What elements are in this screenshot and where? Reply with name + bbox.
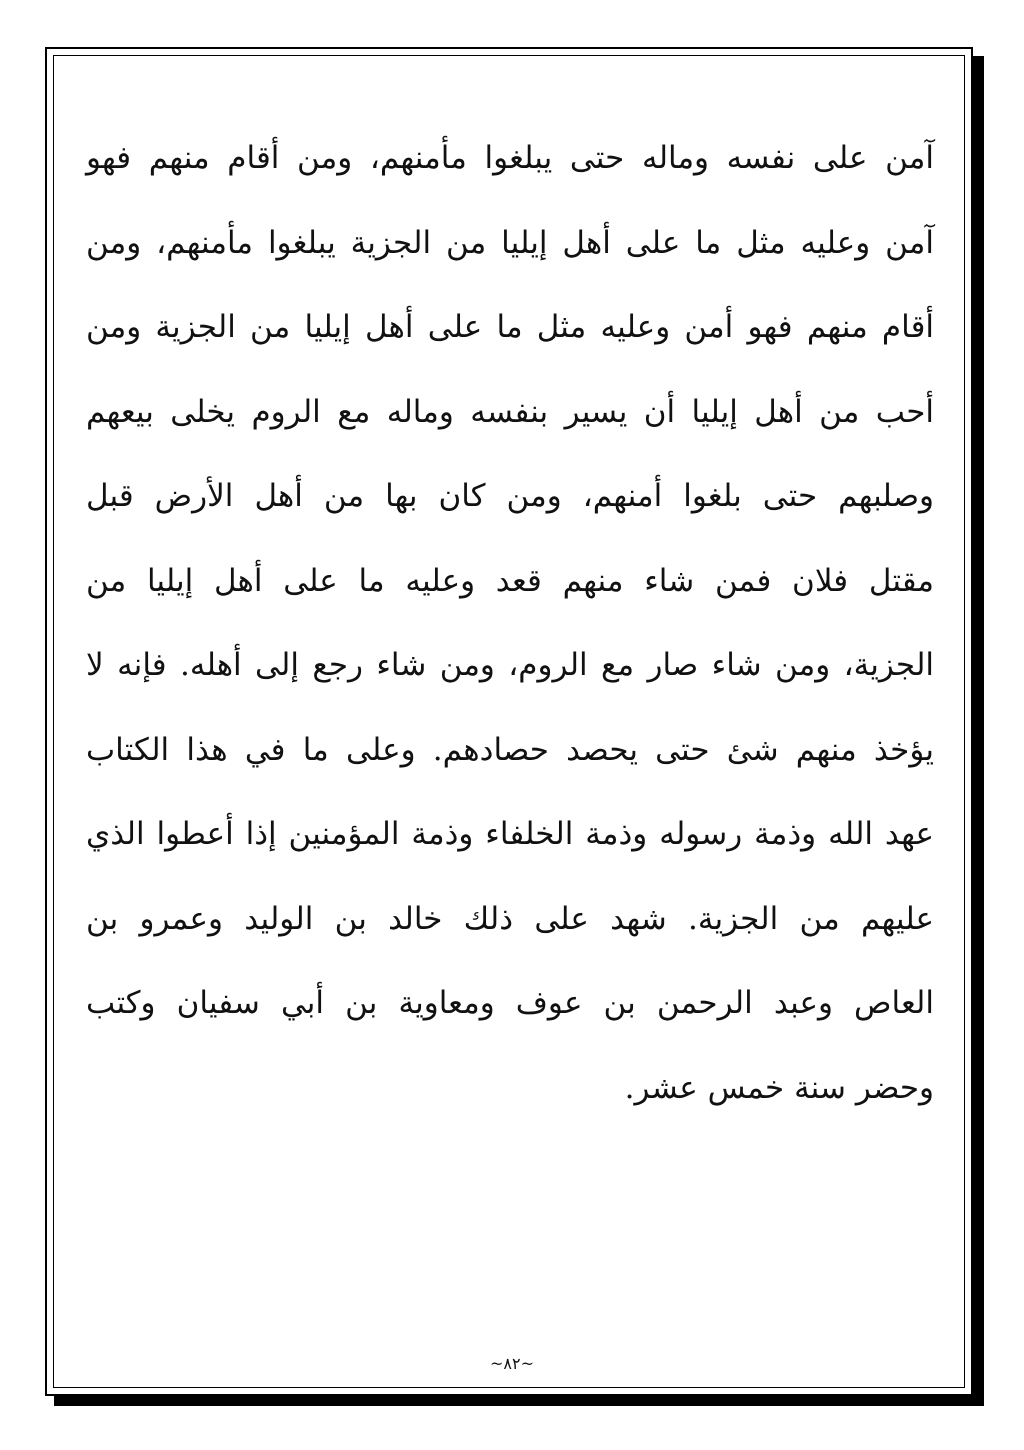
text-line: أقام منهم فهو أمن وعليه مثل ما على أهل إيليا من الجزية ومن xyxy=(86,309,934,345)
text-line: عليهم من الجزية. شهد على ذلك خالد بن الوليد وعمرو بن xyxy=(86,900,934,937)
text-line: آمن على نفسه وماله حتى يبلغوا مأمنهم، ومن أقام منهم فهو xyxy=(86,140,934,176)
text-line: آمن وعليه مثل ما على أهل إيليا من الجزية يبلغوا مأمنهم، ومن xyxy=(86,224,934,261)
text-line: الجزية، ومن شاء صار مع الروم، ومن شاء رجع إلى أهله. فإنه لا xyxy=(86,647,934,683)
text-line: العاص وعبد الرحمن بن عوف ومعاوية بن أبي سفيان وكتب xyxy=(86,985,934,1021)
text-line: وحضر سنة خمس عشر. xyxy=(624,1069,934,1106)
text-line: وصلبهم حتى بلغوا أمنهم، ومن كان بها من أهل الأرض قبل xyxy=(86,478,934,514)
text-line: مقتل فلان فمن شاء منهم قعد وعليه ما على أهل إيليا من xyxy=(86,562,934,599)
body-text xyxy=(86,116,934,1130)
page-number: ~٨٢~ xyxy=(490,1354,534,1373)
text-line: أحب من أهل إيليا أن يسير بنفسه وماله مع الروم يخلى بيعهم xyxy=(86,393,934,430)
text-line: يؤخذ منهم شئ حتى يحصد حصادهم. وعلى ما في هذا الكتاب xyxy=(86,731,934,768)
text-line: عهد الله وذمة رسوله وذمة الخلفاء وذمة المؤمنين إذا أعطوا الذي xyxy=(86,816,934,852)
